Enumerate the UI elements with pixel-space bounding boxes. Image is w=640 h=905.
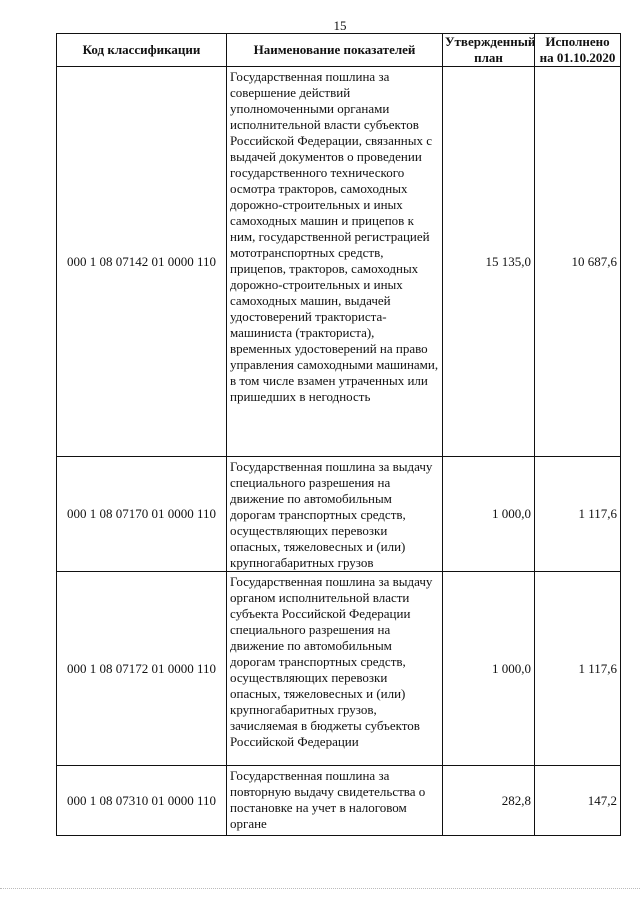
header-plan: Утвержденный план	[443, 34, 535, 67]
page-number: 15	[333, 18, 347, 33]
table-row	[57, 766, 621, 836]
row-name: Государственная пошлина за повторную выдачу свидетельства о постановке на учет в налоговом органе	[227, 766, 443, 836]
row-plan: 282,8	[443, 766, 535, 836]
table-row	[57, 572, 621, 766]
row-code: 000 1 08 07172 01 0000 110	[57, 572, 227, 766]
row-code: 000 1 08 07310 01 0000 110	[57, 766, 227, 836]
row-plan: 1 000,0	[443, 457, 535, 572]
row-plan: 1 000,0	[443, 572, 535, 766]
table-row	[57, 457, 621, 572]
footer-divider	[0, 888, 640, 891]
row-name: Государственная пошлина за выдачу специального разрешения на движение по автомобильным дорогам транспортных средств, осуществляющих перевозки опасных, тяжеловесных и (или) крупногабаритных грузов	[227, 457, 443, 572]
row-done: 10 687,6	[535, 67, 621, 457]
row-plan: 15 135,0	[443, 67, 535, 457]
header-name: Наименование показателей	[227, 34, 443, 67]
budget-table	[56, 33, 621, 836]
header-done: Исполнено на 01.10.2020	[535, 34, 621, 67]
table-row	[57, 67, 621, 457]
row-name: Государственная пошлина за совершение действий уполномоченными органами исполнительной власти субъектов Российской Федерации, связанных с выдачей документов о проведении государственного технического осмотра тракторов, самоходных дорожно-строительных и иных самоходных машин и прицепов к ним, государственной регистрацией мототранспортных средств, прицепов, тракторов, самоходных дорожно-строительных и иных самоходных машин, выдачей удостоверений тракториста-машиниста (тракториста), временных удостоверений на право управления самоходными машинами, в том числе взамен утраченных или пришедших в негодность	[227, 67, 443, 457]
row-code: 000 1 08 07170 01 0000 110	[57, 457, 227, 572]
row-done: 1 117,6	[535, 457, 621, 572]
row-done: 1 117,6	[535, 572, 621, 766]
header-code: Код классификации	[57, 34, 227, 67]
row-done: 147,2	[535, 766, 621, 836]
row-name: Государственная пошлина за выдачу органом исполнительной власти субъекта Российской Федерации специального разрешения на движение по автомобильным дорогам транспортных средств, осуществляющих перевозки опасных, тяжеловесных и (или) крупногабаритных грузов, зачисляемая в бюджеты субъектов Российской Федерации	[227, 572, 443, 766]
row-code: 000 1 08 07142 01 0000 110	[57, 67, 227, 457]
table-header-row	[57, 34, 621, 67]
